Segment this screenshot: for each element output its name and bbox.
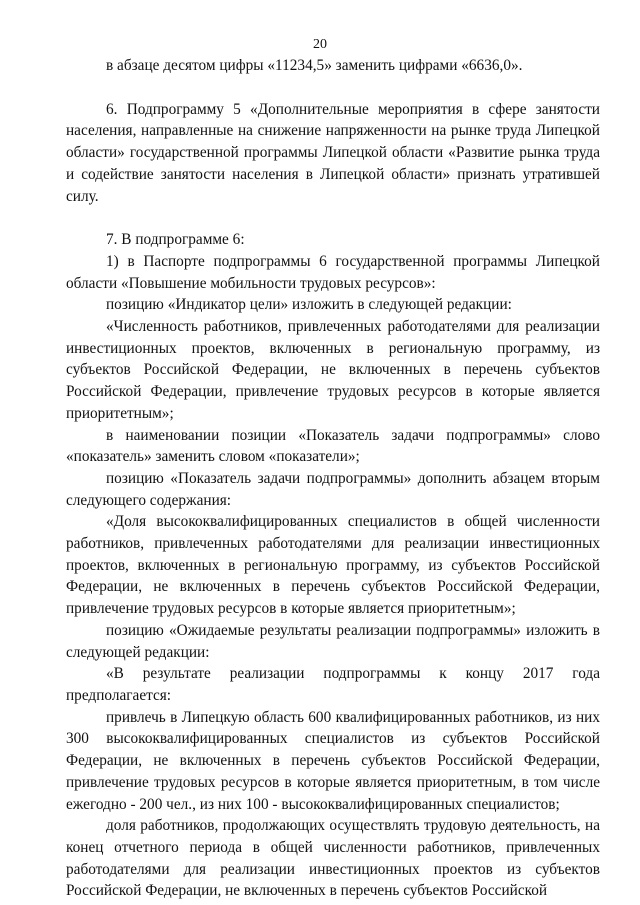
paragraph-1: в абзаце десятом цифры «11234,5» заменить цифрами «6636,0». — [106, 57, 523, 74]
paragraph-6: «Численность работников, привлеченных работодателями для реализации инвестиционных проектов, включенных в региональную программу, из субъектов Российской Федерации, не включенных в перечень субъектов Российской Федерации, привлечение трудовых ресурсов в которые является приоритетным»; — [66, 318, 600, 422]
page-number: 20 — [313, 37, 327, 52]
paragraph-3: 7. В подпрограмме 6: — [106, 231, 245, 249]
paragraph-12: привлечь в Липецкую область 600 квалифицированных работников, из них 300 высококвалифицированных специалистов из субъектов Российской Федерации, не включенных в перечень субъектов Российской Федерации, привлечение трудовых ресурсов в которые является приоритетным, в том числе ежегодно - 200 чел., из них 100 - высококвалифицированных специалистов; — [66, 708, 600, 813]
paragraph-10: позицию «Ожидаемые результаты реализации подпрограммы» изложить в следующей редакции: — [66, 621, 600, 661]
paragraph-5: позицию «Индикатор цели» изложить в следующей редакции: — [106, 296, 512, 314]
paragraph-8: позицию «Показатель задачи подпрограммы» дополнить абзацем вторым следующего содержания: — [66, 469, 600, 509]
document-body — [66, 55, 600, 902]
paragraph-2: 6. Подпрограмму 5 «Дополнительные мероприятия в сфере занятости населения, направленные на снижение напряженности на рынке труда Липецкой области» государственной программы Липецкой области «Развитие рынка труда и содействие занятости населения в Липецкой области» признать утратившей силу. — [66, 100, 600, 205]
paragraph-4: 1) в Паспорте подпрограммы 6 государственной программы Липецкой области «Повышение мобильности трудовых ресурсов»: — [66, 252, 600, 292]
paragraph-13: доля работников, продолжающих осуществлять трудовую деятельность, на конец отчетного периода в общей численности работников, привлеченных работодателями для реализации инвестиционных проектов из субъектов Российской Федерации, не включенных в перечень субъектов Российской — [66, 817, 600, 900]
paragraph-9: «Доля высококвалифицированных специалистов в общей численности работников, привлеченных работодателями для реализации инвестиционных проектов, включенных в региональную программу, из субъектов Российской Федерации, не включенных в перечень субъектов Российской Федерации, привлечение трудовых ресурсов в которые является приоритетным»; — [66, 513, 600, 618]
paragraph-7: в наименовании позиции «Показатель задачи подпрограммы» слово «показатель» заменить словом «показатели»; — [66, 426, 600, 466]
paragraph-11: «В результате реализации подпрограммы к концу 2017 года предполагается: — [66, 665, 600, 704]
